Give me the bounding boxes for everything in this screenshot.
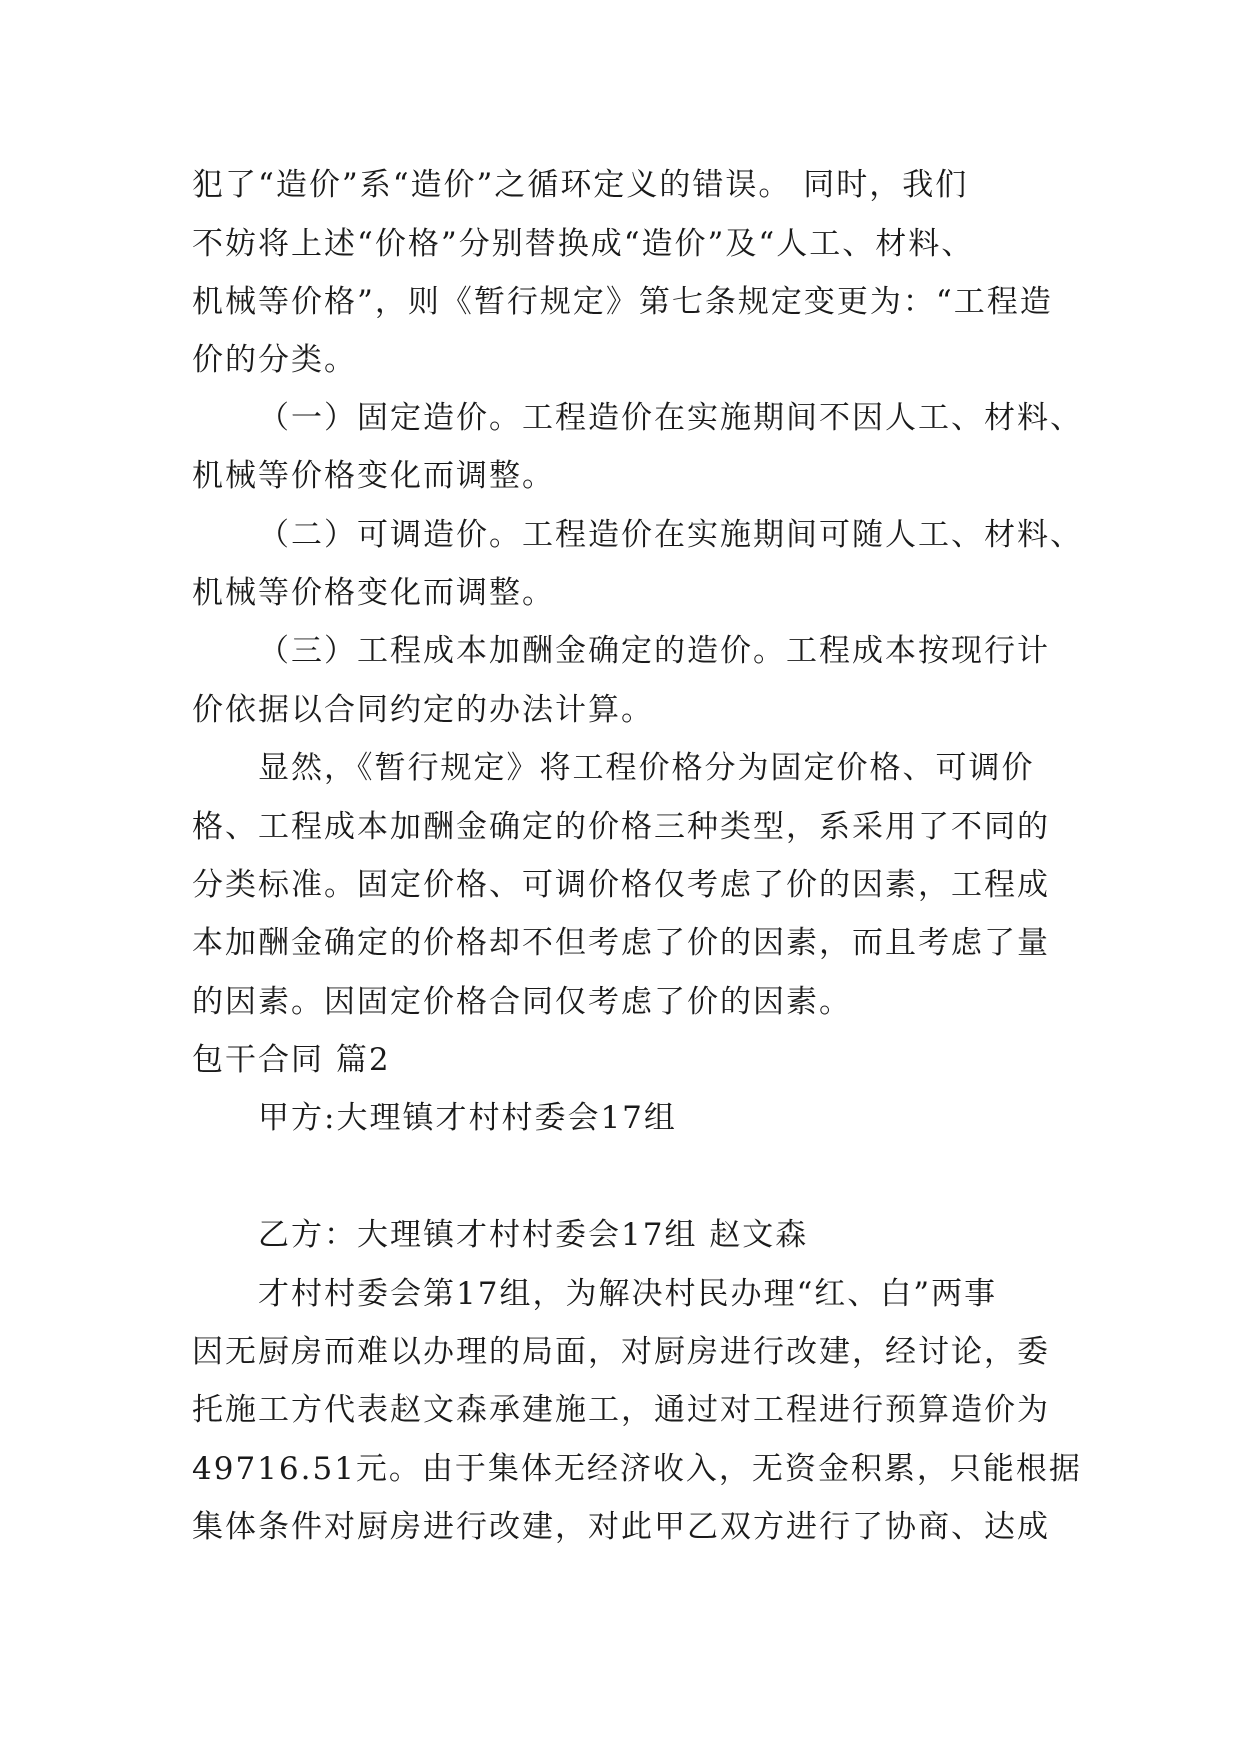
text-line: 价的分类。 bbox=[192, 342, 357, 378]
text-line: 托施工方代表赵文森承建施工，通过对工程进行预算造价为 bbox=[192, 1392, 1050, 1428]
text-line: 的因素。因固定价格合同仅考虑了价的因素。 bbox=[192, 984, 852, 1020]
text-line: 机械等价格变化而调整。 bbox=[192, 458, 555, 494]
text-line: 因无厨房而难以办理的局面，对厨房进行改建，经讨论，委 bbox=[192, 1334, 1050, 1370]
text-line: （二）可调造价。工程造价在实施期间可随人工、材料、 bbox=[258, 517, 1083, 553]
text-line: 才村村委会第17组，为解决村民办理“红、白”两事 bbox=[258, 1276, 998, 1312]
section-heading: 包干合同 篇2 bbox=[192, 1042, 391, 1078]
text-line: （三）工程成本加酬金确定的造价。工程成本按现行计 bbox=[258, 633, 1050, 669]
text-line: 集体条件对厨房进行改建，对此甲乙双方进行了协商、达成 bbox=[192, 1509, 1050, 1545]
party-a-line: 甲方:大理镇才村村委会17组 bbox=[258, 1100, 677, 1136]
text-line: 不妨将上述“价格”分别替换成“造价”及“人工、材料、 bbox=[192, 226, 975, 262]
text-line: 犯了“造价”系“造价”之循环定义的错误。 同时，我们 bbox=[192, 167, 969, 203]
text-line: 机械等价格”，则《暂行规定》第七条规定变更为：“工程造 bbox=[192, 284, 1053, 320]
text-line: （一）固定造价。工程造价在实施期间不因人工、材料、 bbox=[258, 400, 1083, 436]
party-b-line: 乙方：大理镇才村村委会17组 赵文森 bbox=[258, 1217, 809, 1253]
text-line: 分类标准。固定价格、可调价格仅考虑了价的因素，工程成 bbox=[192, 867, 1050, 903]
text-line: 价依据以合同约定的办法计算。 bbox=[192, 692, 654, 728]
text-line: 显然，《暂行规定》将工程价格分为固定价格、可调价 bbox=[258, 750, 1035, 786]
text-line: 格、工程成本加酬金确定的价格三种类型，系采用了不同的 bbox=[192, 809, 1050, 845]
text-line: 49716.51元。由于集体无经济收入，无资金积累，只能根据 bbox=[192, 1451, 1082, 1487]
text-line: 本加酬金确定的价格却不但考虑了价的因素，而且考虑了量 bbox=[192, 925, 1050, 961]
text-line: 机械等价格变化而调整。 bbox=[192, 575, 555, 611]
